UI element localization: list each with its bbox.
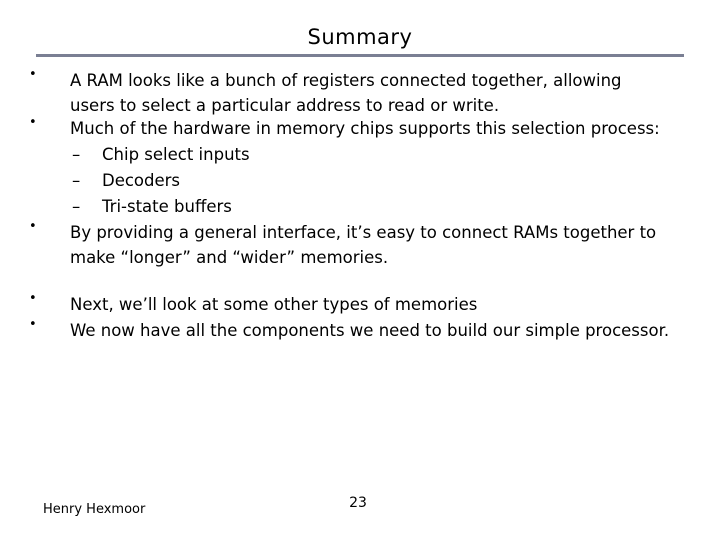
bullet-text-line: We now have all the components we need to build our simple processor. xyxy=(70,321,670,340)
bullet-text-line: Much of the hardware in memory chips supports this selection process: xyxy=(70,119,660,138)
bullet-dot: • xyxy=(29,67,37,82)
sub-item-chip-select xyxy=(72,142,250,167)
dash-marker: – xyxy=(72,171,81,190)
sub-item-tri-state xyxy=(72,194,232,219)
bullet-text-line: make “longer” and “wider” memories. xyxy=(70,248,389,267)
bullet-item-ram xyxy=(29,67,690,118)
bullet-dot: • xyxy=(29,317,37,332)
bullet-text-line: By providing a general interface, it’s easy to connect RAMs together to xyxy=(70,223,657,242)
sub-item-text: Chip select inputs xyxy=(102,145,250,164)
slide-title: Summary xyxy=(307,25,413,49)
bullet-dot: • xyxy=(29,219,37,234)
bullet-dot: • xyxy=(29,291,37,306)
sub-item-text: Decoders xyxy=(102,171,181,190)
footer-author: Henry Hexmoor xyxy=(43,502,146,517)
page-number: 23 xyxy=(349,495,367,511)
bullet-text-line: A RAM looks like a bunch of registers connected together, allowing xyxy=(70,71,622,90)
dash-marker: – xyxy=(72,145,81,164)
bullet-dot: • xyxy=(29,115,37,130)
bullet-item-next xyxy=(29,291,690,317)
bullet-text-line: users to select a particular address to read or write. xyxy=(70,96,500,115)
bullet-item-interface xyxy=(29,219,690,270)
bullet-item-processor xyxy=(29,317,690,343)
bullet-item-hardware xyxy=(29,115,690,141)
bullet-text-line: Next, we’ll look at some other types of memories xyxy=(70,295,478,314)
sub-item-decoders xyxy=(72,168,181,193)
sub-item-text: Tri-state buffers xyxy=(102,197,232,216)
dash-marker: – xyxy=(72,197,81,216)
